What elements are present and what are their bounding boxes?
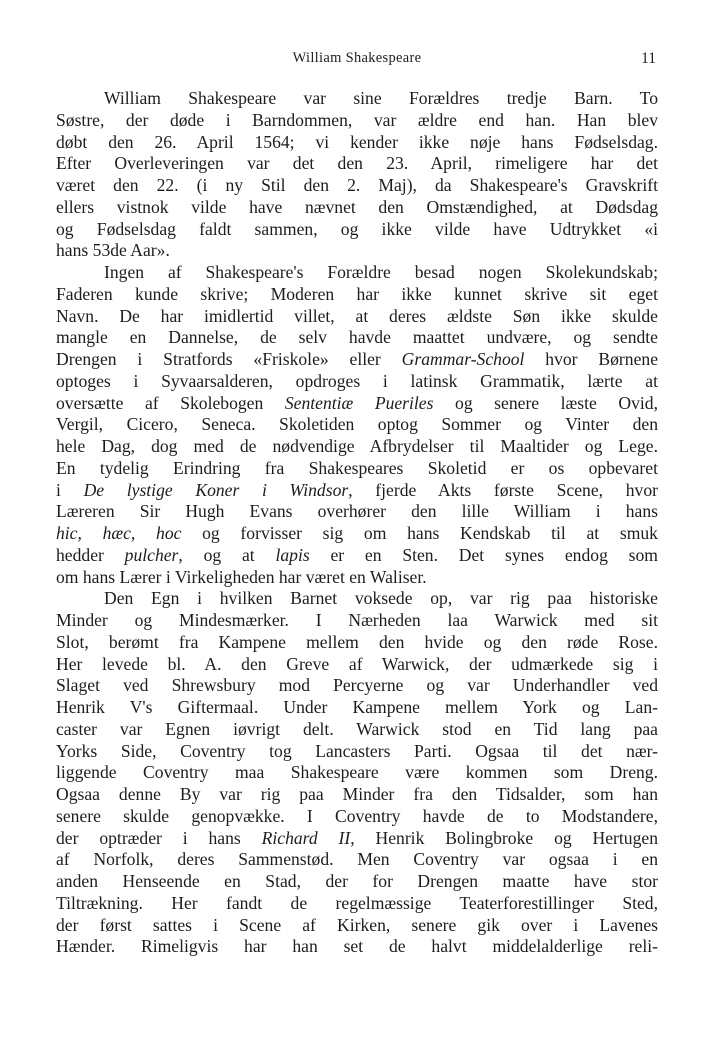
page-number: 11 xyxy=(641,50,656,67)
text-run: , og at xyxy=(178,544,276,565)
paragraph-3-line: Slaget ved Shrewsbury mod Percyerne og var Underhandler ved xyxy=(56,675,658,696)
text-run: hedder xyxy=(56,544,125,565)
text-run: i xyxy=(56,479,84,500)
text-run: , fjerde Akts første Scene, hvor xyxy=(348,479,658,500)
paragraph-2-line xyxy=(56,480,658,502)
paragraph-2-line xyxy=(56,393,658,415)
italic-phrase: hic, hæc, hoc xyxy=(56,523,182,543)
paragraph-2-line: Navn. De har imidlertid villet, at deres ældste Søn ikke skulde xyxy=(56,305,658,326)
text-run: oversætte af Skolebogen xyxy=(56,392,285,413)
paragraph-3-line xyxy=(56,828,658,850)
running-title: William Shakespeare xyxy=(292,50,422,66)
paragraph-2-line: optoges i Syvaarsalderen, opdroges i latinsk Grammatik, lærte at xyxy=(56,370,658,391)
paragraph-2-line: mangle en Dannelse, de selv havde maattet undvære, og sendte xyxy=(56,327,658,348)
text-run: hvor Børnene xyxy=(524,349,658,369)
italic-title: Sententiæ Pueriles xyxy=(284,392,434,413)
italic-title: De lystige Koner i Windsor xyxy=(83,479,349,500)
paragraph-2-line xyxy=(56,349,658,371)
paragraph-3-line: Ogsaa denne By var rig paa Minder fra den Tidsalder, som han xyxy=(56,784,658,804)
italic-title: Grammar-School xyxy=(401,349,525,369)
paragraph-1-line: døbt den 26. April 1564; vi kender ikke nøje hans Fødselsdag. xyxy=(56,131,658,152)
paragraph-3-line: Den Egn i hvilken Barnet voksede op, var rig paa historiske xyxy=(104,588,658,609)
paragraph-3-line: Minder og Mindesmærker. I Nærheden laa Warwick med sit xyxy=(56,610,658,630)
text-run: er en Sten. Det synes endog som xyxy=(309,544,658,565)
paragraph-3-line: anden Henseende en Stad, der for Drengen maatte have stor xyxy=(56,871,658,891)
paragraph-3-line: Yorks Side, Coventry tog Lancasters Parti. Ogsaa til det nær- xyxy=(56,740,658,761)
paragraph-1-line: Søstre, der døde i Barndommen, var ældre end han. Han blev xyxy=(56,109,658,130)
text-run: der optræder i hans xyxy=(56,827,262,848)
paragraph-2-line: Faderen kunde skrive; Moderen har ikke kunnet skrive sit eget xyxy=(56,283,658,304)
text-run: og forvisser sig om hans Kendskab til at smuk xyxy=(181,523,658,543)
paragraph-3-line: af Norfolk, deres Sammenstød. Men Coventry var ogsaa i en xyxy=(56,849,658,870)
paragraph-1-line: og Fødselsdag faldt sammen, og ikke vilde have Udtrykket «i xyxy=(56,218,658,239)
italic-word: pulcher xyxy=(124,544,179,565)
paragraph-2-line xyxy=(56,545,658,567)
paragraph-2-line: om hans Lærer i Virkeligheden har været en Waliser. xyxy=(56,566,427,587)
italic-word: lapis xyxy=(275,544,310,565)
paragraph-1-line: været den 22. (i ny Stil den 2. Maj), da Shakespeare's Gravskrift xyxy=(56,175,658,195)
paragraph-3-line: Slot, berømt fra Kampene mellem den hvide og den røde Rose. xyxy=(56,631,658,652)
paragraph-2-line xyxy=(56,523,658,545)
paragraph-3-line: liggende Coventry maa Shakespeare være kommen som Dreng. xyxy=(56,762,658,783)
paragraph-3-line: caster var Egnen iøvrigt delt. Warwick stod en Tid lang paa xyxy=(56,718,658,739)
paragraph-3-line: senere skulde genopvække. I Coventry havde de to Modstandere, xyxy=(56,805,658,826)
paragraph-2-line: Læreren Sir Hugh Evans overhører den lille William i hans xyxy=(56,501,658,522)
paragraph-3-line: der først sattes i Scene af Kirken, senere gik over i Lavenes xyxy=(56,914,658,935)
paragraph-3-line: Her levede bl. A. den Greve af Warwick, der udmærkede sig i xyxy=(56,653,658,674)
paragraph-1-line: William Shakespeare var sine Forældres tredje Barn. To xyxy=(104,88,658,108)
paragraph-3-line: Tiltrækning. Her fandt de regelmæssige Teaterforestillinger Sted, xyxy=(56,892,658,913)
text-run: Drengen i Stratfords «Friskole» eller xyxy=(56,349,402,369)
text-run: og senere læste Ovid, xyxy=(433,392,658,413)
paragraph-1-line: Efter Overleveringen var det den 23. April, rimeligere har det xyxy=(56,153,658,174)
paragraph-1-line: ellers vistnok vilde have nævnet den Omstændighed, at Dødsdag xyxy=(56,196,658,217)
text-run: , Henrik Bolingbroke og Hertugen xyxy=(350,827,658,848)
paragraph-3-line: Henrik V's Giftermaal. Under Kampene mellem York og Lan- xyxy=(56,697,658,717)
paragraph-1-line: hans 53de Aar». xyxy=(56,240,170,261)
body-text xyxy=(56,88,658,958)
italic-title: Richard II xyxy=(261,827,351,848)
paragraph-3-line: Hænder. Rimeligvis har han set de halvt middelalderlige reli- xyxy=(56,936,658,957)
paragraph-2-line: hele Dag, dog med de nødvendige Afbrydelser til Maaltider og Lege. xyxy=(56,436,658,456)
paragraph-2-line: Ingen af Shakespeare's Forældre besad nogen Skolekundskab; xyxy=(104,262,658,282)
paragraph-2-line: En tydelig Erindring fra Shakespeares Skoletid er os opbevaret xyxy=(56,457,658,478)
paragraph-2-line: Vergil, Cicero, Seneca. Skoletiden optog Sommer og Vinter den xyxy=(56,414,658,435)
page-header xyxy=(56,50,658,70)
